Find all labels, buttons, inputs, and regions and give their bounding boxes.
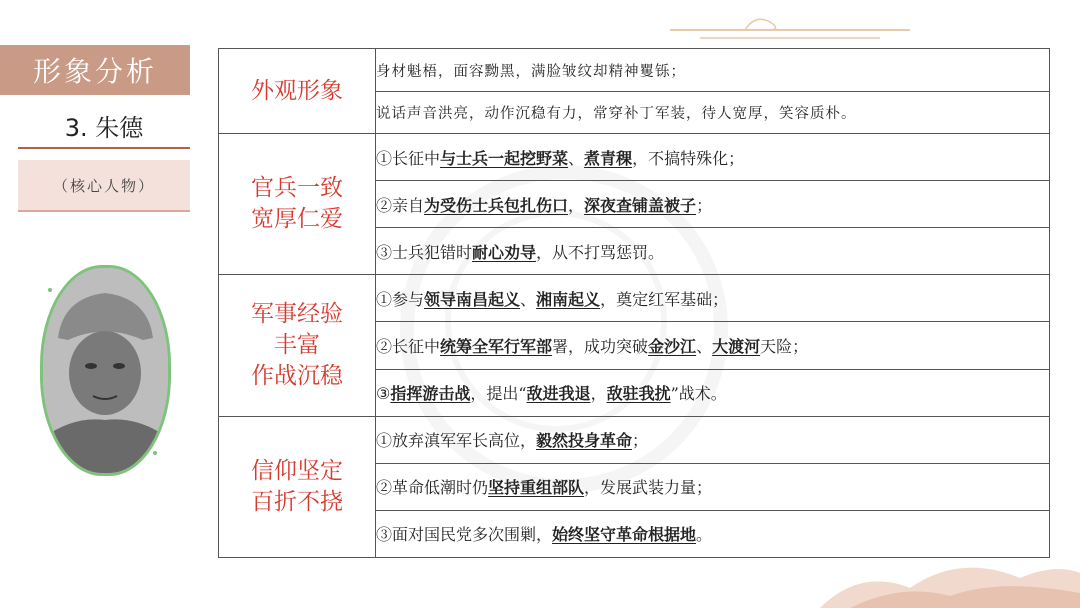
table-row xyxy=(219,275,1050,322)
description-text: ①放弃滇军军长高位， xyxy=(376,431,537,451)
description-cell xyxy=(376,510,1050,557)
description-text: 、 xyxy=(520,289,537,309)
description-text: ，发展武装力量； xyxy=(584,478,713,498)
decorative-lines xyxy=(660,8,920,48)
emphasis-text: 敌驻我扰 xyxy=(606,384,671,404)
category-label: 外观形象 xyxy=(251,77,343,104)
emphasis-text: 为受伤士兵包扎伤口 xyxy=(424,195,569,215)
description-cell xyxy=(376,49,1050,92)
description-text: ②亲自 xyxy=(376,195,425,215)
description-text: ③士兵犯错时 xyxy=(376,242,473,262)
table-row xyxy=(219,134,1050,181)
portrait-photo xyxy=(40,265,171,476)
description-cell xyxy=(376,369,1050,416)
description-cell xyxy=(376,275,1050,322)
emphasis-text: 始终坚守革命根据地 xyxy=(552,525,697,545)
description-cell xyxy=(376,322,1050,369)
table-row xyxy=(219,416,1050,463)
category-cell xyxy=(219,416,376,557)
emphasis-text: 与士兵一起挖野菜 xyxy=(440,148,569,168)
emphasis-text: 统筹全军行军部 xyxy=(440,337,553,356)
section-title: 形象分析 xyxy=(32,55,157,88)
emphasis-text: 大渡河 xyxy=(712,337,761,356)
description-cell xyxy=(376,463,1050,510)
description-text: ②革命低潮时仍 xyxy=(376,478,489,498)
description-cell xyxy=(376,134,1050,181)
description-text: ②长征中 xyxy=(376,337,441,356)
category-cell xyxy=(219,134,376,275)
description-text: ； xyxy=(696,195,713,215)
description-text: 、 xyxy=(696,337,713,356)
analysis-table xyxy=(218,48,1050,558)
emphasis-text: 指挥游击战 xyxy=(390,384,471,404)
emphasis-text: 煮青稞 xyxy=(584,148,633,168)
description-text: ，从不打骂惩罚。 xyxy=(536,242,665,262)
description-cell xyxy=(376,416,1050,463)
emphasis-text: 敌进我退 xyxy=(526,384,591,404)
decorative-dot xyxy=(153,451,157,455)
category-cell xyxy=(219,275,376,416)
description-text: 。 xyxy=(696,525,713,545)
category-label: 军事经验 丰富 作战沉稳 xyxy=(251,301,343,389)
person-name: 3. 朱德 xyxy=(18,103,190,149)
emphasis-text: 深夜查铺盖被子 xyxy=(584,195,697,215)
description-text: ③面对国民党多次围剿， xyxy=(376,525,553,545)
description-text: ”战术。 xyxy=(670,384,727,404)
portrait-icon xyxy=(43,268,168,473)
emphasis-text: 金沙江 xyxy=(648,337,697,356)
description-text: ，不搞特殊化； xyxy=(632,148,745,168)
table-row xyxy=(219,49,1050,92)
description-text: 天险； xyxy=(760,337,809,356)
role-label: （核心人物） xyxy=(18,160,190,212)
emphasis-text: 毅然投身革命 xyxy=(536,431,633,451)
category-cell xyxy=(219,49,376,134)
decorative-dot xyxy=(48,288,52,292)
description-text: ，奠定红军基础； xyxy=(600,289,729,309)
description-text: ， xyxy=(568,195,585,215)
description-text: ， xyxy=(590,384,607,404)
category-label: 信仰坚定 百折不挠 xyxy=(251,457,343,515)
category-label: 官兵一致 宽厚仁爱 xyxy=(251,175,343,233)
emphasis-text: 坚持重组部队 xyxy=(488,478,585,498)
description-text: 署，成功突破 xyxy=(552,337,649,356)
description-text: ③ xyxy=(376,384,391,404)
emphasis-text: 领导南昌起义 xyxy=(424,289,521,309)
description-cell xyxy=(376,181,1050,228)
description-text: ①参与 xyxy=(376,289,425,309)
emphasis-text: 耐心劝导 xyxy=(472,242,537,262)
description-text: 身材魁梧，面容黝黑，满脸皱纹却精神矍铄； xyxy=(376,63,686,80)
emphasis-text: 湘南起义 xyxy=(536,289,601,309)
description-text: 说话声音洪亮，动作沉稳有力，常穿补丁军装，待人宽厚，笑容质朴。 xyxy=(376,106,857,123)
description-text: ； xyxy=(632,431,649,451)
description-text: ，提出“ xyxy=(470,384,527,404)
description-cell xyxy=(376,92,1050,134)
description-cell xyxy=(376,228,1050,275)
description-text: ①长征中 xyxy=(376,148,441,168)
section-title-banner xyxy=(0,45,190,95)
description-text: 、 xyxy=(568,148,585,168)
